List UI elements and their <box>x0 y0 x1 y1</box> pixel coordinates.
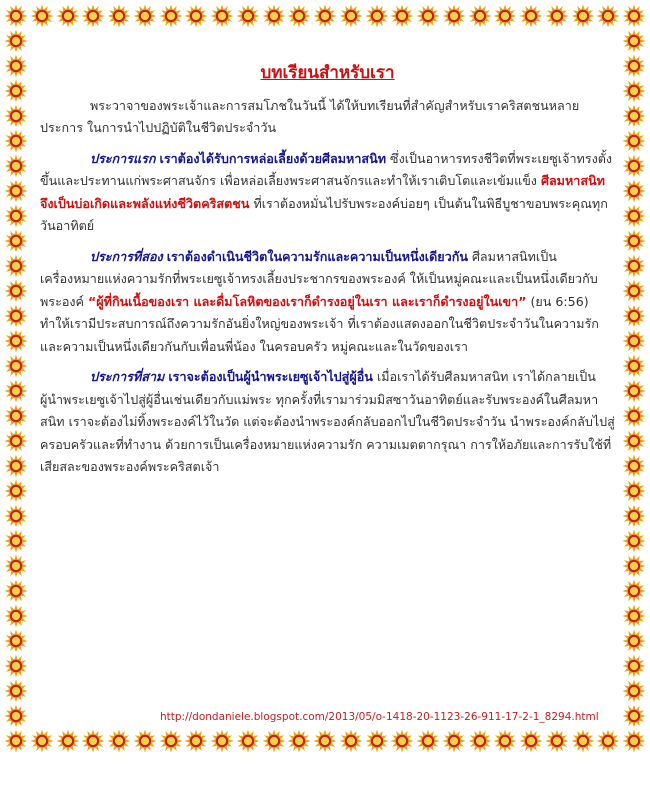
sun-icon <box>622 529 646 553</box>
point-3-label: ประการที่สาม <box>90 369 165 384</box>
sun-icon <box>4 504 28 528</box>
point-3-text: เมื่อเราได้รับศีลมหาสนิท เราได้กลายเป็นผู้นำพระเยซูเจ้าไปสู่ผู้อื่นเช่นเดียวกับแม่พระ ทุกครั้งที่เรามาร่วมมิสซาวันอาทิตย์และรับพระองค์ในศีลมหาสนิท เราจะต้องไม่ทิ้งพระองค์ไว้ในวัด แต่จะต้องนำพระองค์กลับออกไปในชีวิตประจำวัน นำพระองค์กลับไปสู่ครอบครัวและที่ทำงาน ด้วยการเป็นเครื่องหมายแห่งความรัก ความเมตตากรุณา การให้อภัยและการรับใช้ที่เสียสละของพระองค์พระคริสตเจ้า <box>40 369 615 474</box>
sun-icon <box>81 729 105 753</box>
sun-icon <box>236 729 260 753</box>
sun-icon <box>4 329 28 353</box>
sun-icon <box>4 304 28 328</box>
document-body <box>40 62 615 487</box>
sun-icon <box>4 479 28 503</box>
sun-icon <box>493 4 517 28</box>
sun-icon <box>30 4 54 28</box>
sun-icon <box>287 4 311 28</box>
sun-icon <box>622 504 646 528</box>
sun-icon <box>622 354 646 378</box>
sun-icon <box>622 179 646 203</box>
sun-icon <box>4 129 28 153</box>
point-1-text-end: ที่เราต้องหมั่นไปรับพระองค์บ่อยๆ เป็นต้นในพิธีบูชาขอบพระคุณทุกวันอาทิตย์ <box>40 195 608 233</box>
sun-icon <box>4 79 28 103</box>
sun-icon <box>622 379 646 403</box>
sun-icon <box>313 729 337 753</box>
sun-icon <box>313 4 337 28</box>
sun-icon <box>56 4 80 28</box>
sun-icon <box>4 229 28 253</box>
sun-icon <box>622 279 646 303</box>
sun-icon <box>4 29 28 53</box>
sun-icon <box>622 404 646 428</box>
sun-icon <box>519 729 543 753</box>
intro-paragraph: พระวาจาของพระเจ้าและการสมโภชในวันนี้ ได้ให้บทเรียนที่สำคัญสำหรับเราคริสตชนหลายประการ ในการนำไปปฏิบัติในชีวิตประจำวัน <box>40 97 580 135</box>
sun-icon <box>4 429 28 453</box>
sun-icon <box>287 729 311 753</box>
sun-icon <box>133 729 157 753</box>
sun-icon <box>622 629 646 653</box>
sun-icon <box>596 729 620 753</box>
sun-icon <box>4 354 28 378</box>
sun-icon <box>4 404 28 428</box>
document-title: บทเรียนสำหรับเรา <box>260 63 395 83</box>
sun-icon <box>159 729 183 753</box>
point-2-heading: เราต้องดำเนินชีวิตในความรักและความเป็นหนึ่งเดียวกัน <box>166 248 468 264</box>
source-url: http://dondaniele.blogspot.com/2013/05/o-1418-20-1123-26-911-17-2-1_8294.html <box>160 711 599 723</box>
sun-icon <box>262 4 286 28</box>
point-1-emphasis: ศีลมหาสนิทจึงเป็นบ่อเกิดและพลังแห่งชีวิตคริสตชน <box>40 173 605 211</box>
sun-icon <box>4 604 28 628</box>
sun-icon <box>184 4 208 28</box>
sun-icon <box>4 704 28 728</box>
sun-icon <box>4 179 28 203</box>
point-2-text-end: (ยน 6:56) ทำให้เรามีประสบการณ์ถึงความรักอันยิ่งใหญ่ของพระเจ้า ที่เราต้องแสดงออกในชีวิตประจำวันในความรักและความเป็นหนึ่งเดียวกันกับเพื่อนพี่น้อง ในครอบครัว หมู่คณะและในวัดของเรา <box>40 293 599 354</box>
sun-icon <box>210 4 234 28</box>
sun-icon <box>107 4 131 28</box>
sun-icon <box>4 629 28 653</box>
sun-icon <box>339 4 363 28</box>
sun-icon <box>622 429 646 453</box>
point-2-text: ศีลมหาสนิทเป็นเครื่องหมายแห่งความรักที่พระเยซูเจ้าทรงเลี้ยงประชากรของพระองค์ ให้เป็นหมู่คณะและเป็นหนึ่งเดียวกับพระองค์ <box>40 248 598 309</box>
sun-icon <box>468 729 492 753</box>
sun-icon <box>4 104 28 128</box>
sun-icon <box>236 4 260 28</box>
sun-icon <box>4 554 28 578</box>
sun-icon <box>4 454 28 478</box>
point-1-heading: เราต้องได้รับการหล่อเลี้ยงด้วยศีลมหาสนิท <box>159 150 387 166</box>
sun-icon <box>4 154 28 178</box>
sun-icon <box>468 4 492 28</box>
sun-icon <box>596 4 620 28</box>
sun-icon <box>622 554 646 578</box>
point-2-paragraph <box>40 246 615 359</box>
sun-icon <box>622 4 646 28</box>
sun-icon <box>210 729 234 753</box>
sun-icon <box>622 654 646 678</box>
sun-icon <box>4 4 28 28</box>
sun-icon <box>4 579 28 603</box>
sun-icon <box>622 229 646 253</box>
sun-icon <box>107 729 131 753</box>
sun-icon <box>416 729 440 753</box>
sun-icon <box>571 729 595 753</box>
sun-icon <box>4 729 28 753</box>
sun-icon <box>622 54 646 78</box>
sun-icon <box>4 379 28 403</box>
sun-icon <box>4 654 28 678</box>
sun-icon <box>622 729 646 753</box>
sun-icon <box>622 704 646 728</box>
sun-icon <box>4 529 28 553</box>
sun-icon <box>622 304 646 328</box>
sun-icon <box>81 4 105 28</box>
sun-icon <box>622 579 646 603</box>
sun-icon <box>571 4 595 28</box>
sun-icon <box>390 729 414 753</box>
sun-icon <box>159 4 183 28</box>
sun-icon <box>442 4 466 28</box>
sun-icon <box>622 104 646 128</box>
sun-icon <box>622 329 646 353</box>
sun-icon <box>545 729 569 753</box>
sun-icon <box>416 4 440 28</box>
sun-icon <box>56 729 80 753</box>
sun-icon <box>622 604 646 628</box>
sun-icon <box>493 729 517 753</box>
sun-icon <box>622 129 646 153</box>
sun-icon <box>262 729 286 753</box>
point-3-paragraph <box>40 366 615 479</box>
sun-icon <box>4 204 28 228</box>
sun-icon <box>4 679 28 703</box>
sun-icon <box>4 279 28 303</box>
sun-icon <box>622 204 646 228</box>
sun-icon <box>519 4 543 28</box>
sun-icon <box>622 29 646 53</box>
sun-icon <box>184 729 208 753</box>
sun-icon <box>133 4 157 28</box>
sun-icon <box>622 254 646 278</box>
point-2-label: ประการที่สอง <box>90 248 163 264</box>
point-3-heading: เราจะต้องเป็นผู้นำพระเยซูเจ้าไปสู่ผู้อื่น <box>168 369 373 384</box>
sun-icon <box>365 4 389 28</box>
sun-icon <box>622 79 646 103</box>
point-1-label: ประการแรก <box>90 150 156 166</box>
point-2-quote: “ผู้ที่กินเนื้อของเรา และดื่มโลหิตของเราก็ดำรงอยู่ในเรา และเราก็ดำรงอยู่ในเขา” <box>87 293 527 309</box>
sun-icon <box>545 4 569 28</box>
sun-icon <box>30 729 54 753</box>
sun-icon <box>622 154 646 178</box>
sun-icon <box>622 679 646 703</box>
sun-icon <box>442 729 466 753</box>
sun-icon <box>622 479 646 503</box>
sun-icon <box>390 4 414 28</box>
sun-icon <box>622 454 646 478</box>
point-1-text: ซึ่งเป็นอาหารทรงชีวิตที่พระเยซูเจ้าทรงตั้งขึ้นและประทานแก่พระศาสนจักร เพื่อหล่อเลี้ยงพระศาสนจักรและทำให้เราเติบโตและเข้มแข็ง <box>40 150 613 188</box>
sun-icon <box>339 729 363 753</box>
sun-icon <box>4 54 28 78</box>
point-1-paragraph <box>40 148 615 238</box>
sun-icon <box>4 254 28 278</box>
sun-icon <box>365 729 389 753</box>
